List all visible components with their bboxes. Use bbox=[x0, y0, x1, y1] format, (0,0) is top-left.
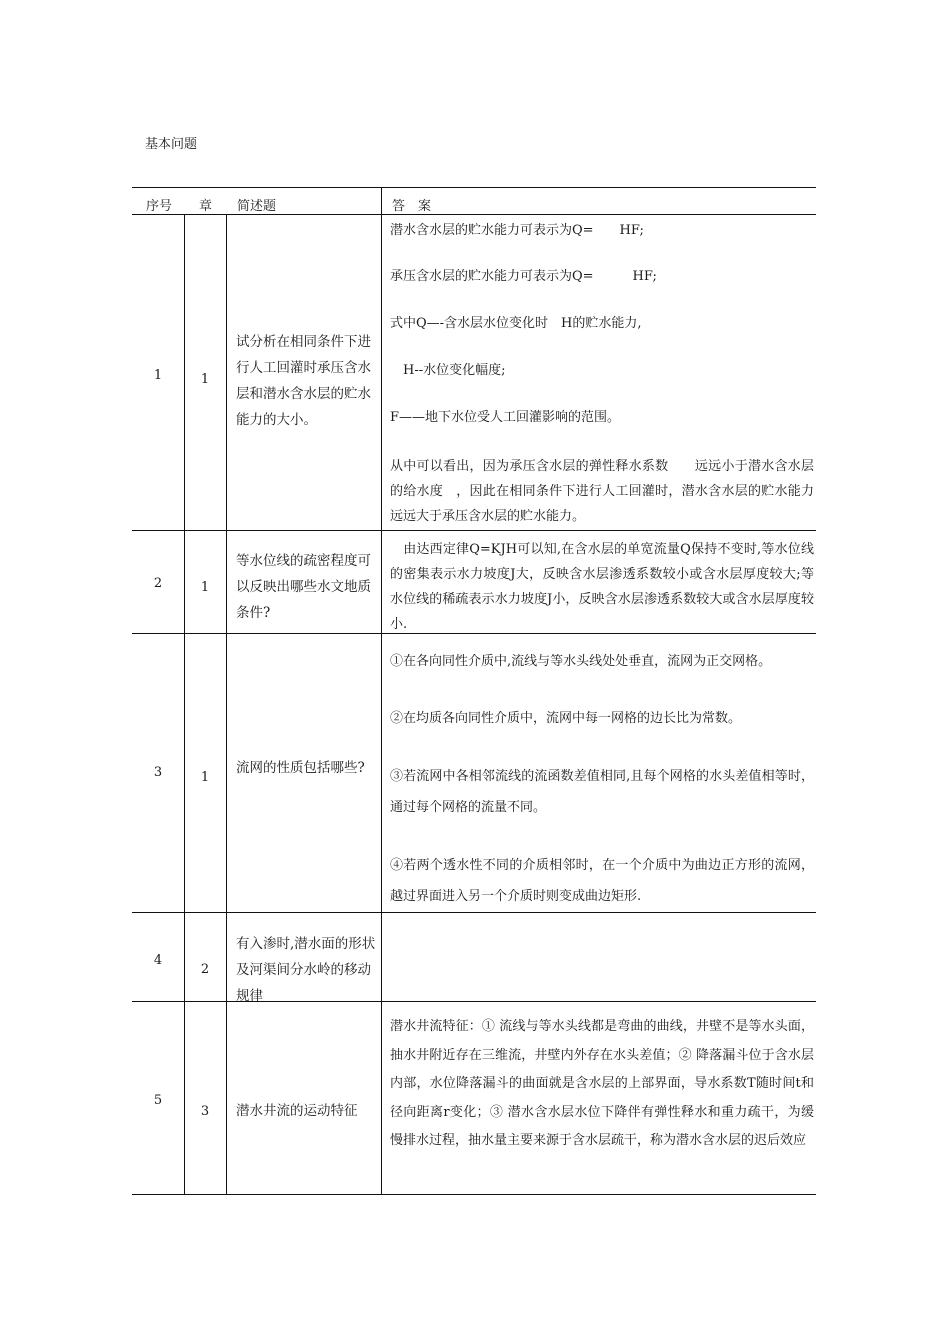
answer-line: H--水位变化幅度; bbox=[390, 363, 506, 378]
answer-line: F——地下水位受人工回灌影响的范围。 bbox=[390, 410, 621, 425]
column-divider bbox=[226, 214, 227, 1195]
row-question: 有入渗时,潜水面的形状及河渠间分水岭的移动规律 bbox=[236, 936, 376, 1004]
answer-line: 承压含水层的贮水能力可表示为Q= HF; bbox=[390, 269, 657, 284]
row-question: 潜水井流的运动特征 bbox=[236, 1103, 358, 1119]
row-answer bbox=[390, 1013, 814, 1156]
row-seq: 5 bbox=[153, 1093, 163, 1108]
table-top-rule bbox=[132, 187, 816, 188]
row-answer bbox=[390, 220, 814, 529]
answer-line: 潜水含水层的贮水能力可表示为Q= HF; bbox=[390, 223, 644, 238]
table-bottom-rule bbox=[132, 1194, 816, 1195]
row-question: 等水位线的疏密程度可以反映出哪些水文地质条件? bbox=[236, 553, 371, 621]
row-chapter: 1 bbox=[200, 580, 210, 595]
header-rule bbox=[132, 214, 816, 215]
answer-line: ①在各向同性介质中,流线与等水头线处处垂直，流网为正交网格。 bbox=[390, 654, 772, 669]
row-seq: 1 bbox=[153, 368, 163, 383]
row-chapter: 3 bbox=[200, 1104, 210, 1119]
header-question: 简述题 bbox=[237, 199, 277, 214]
row-answer bbox=[390, 647, 814, 912]
answer-line: ③若流网中各相邻流线的流函数差值相同,且每个网格的水头差值相等时，通过每个网格的流量不同。 bbox=[390, 769, 814, 815]
answer-line: ②在均质各向同性介质中，流网中每一网格的边长比为常数。 bbox=[390, 711, 742, 726]
column-divider bbox=[184, 214, 185, 1195]
header-answer: 答 案 bbox=[392, 199, 432, 214]
row-question: 流网的性质包括哪些? bbox=[236, 760, 365, 776]
row-chapter: 1 bbox=[200, 770, 210, 785]
header-seq: 序号 bbox=[146, 199, 173, 214]
answer-line: 潜水井流特征：① 流线与等水头线都是弯曲的曲线，井壁不是等水头面，抽水井附近存在三维流，井壁内外存在水头差值；② 降落漏斗位于含水层内部，水位降落漏斗的曲面就是含水层的上部界面，导水系数T随时间t和径向距离r变化；③ 潜水含水层水位下降伴有弹性释水和重力疏干，为缓慢排水过程，抽水量主要来源于含水层疏干，称为潜水含水层的迟后效应 bbox=[390, 1019, 814, 1148]
row-chapter: 1 bbox=[200, 372, 210, 387]
row-answer bbox=[390, 537, 814, 637]
row-divider bbox=[132, 1001, 816, 1002]
answer-line: 式中Q—-含水层水位变化时 H的贮水能力, bbox=[390, 316, 642, 331]
row-chapter: 2 bbox=[200, 962, 210, 977]
row-divider bbox=[132, 530, 816, 531]
row-seq: 2 bbox=[153, 576, 163, 591]
answer-line: ④若两个透水性不同的介质相邻时，在一个介质中为曲边正方形的流网，越过界面进入另一个介质时则变成曲边矩形. bbox=[390, 858, 814, 904]
answer-line: 由达西定律Q=KJH可以知,在含水层的单宽流量Q保持不变时,等水位线的密集表示水力坡度J大，反映含水层渗透系数较小或含水层厚度较大;等水位线的稀疏表示水力坡度J小，反映含水层渗透系数较大或含水层厚度较小. bbox=[390, 542, 814, 632]
answer-line: 从中可以看出，因为承压含水层的弹性释水系数 远远小于潜水含水层的给水度 ，因此在相同条件下进行人工回灌时，潜水含水层的贮水能力远远大于承压含水层的贮水能力。 bbox=[390, 459, 814, 524]
row-question: 试分析在相同条件下进行人工回灌时承压含水层和潜水含水层的贮水能力的大小。 bbox=[236, 334, 371, 428]
row-divider bbox=[132, 912, 816, 913]
header-chapter: 章 bbox=[199, 199, 213, 214]
page-title: 基本问题 bbox=[145, 137, 198, 152]
row-seq: 4 bbox=[153, 953, 163, 968]
row-seq: 3 bbox=[153, 765, 163, 780]
column-divider bbox=[381, 187, 382, 1195]
